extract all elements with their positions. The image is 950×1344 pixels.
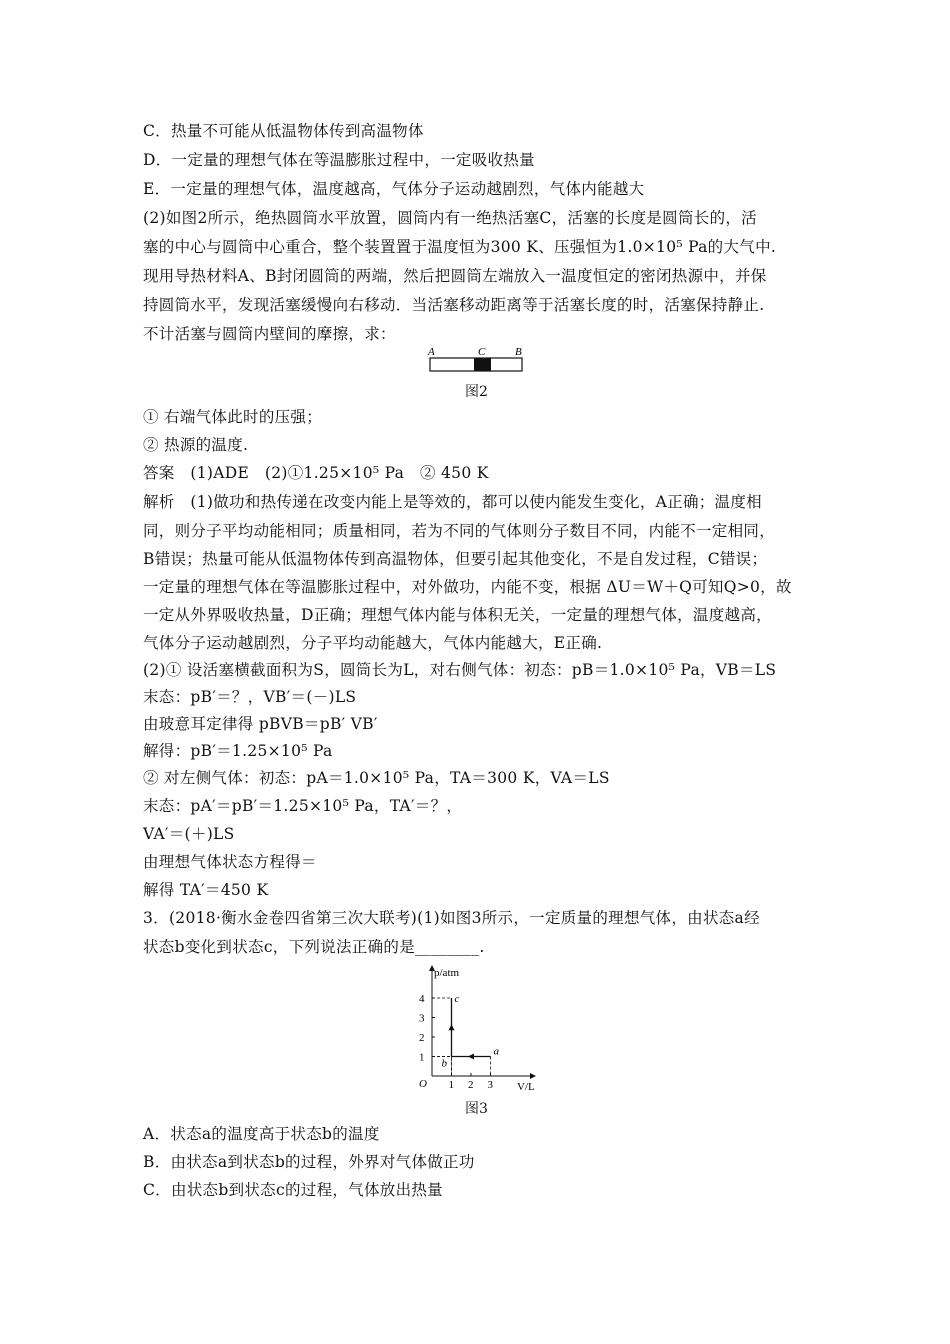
point-label-b: b: [441, 1057, 447, 1070]
analysis-line: 气体分子运动越剧烈，分子平均动能越大，气体内能越大，E正确.: [143, 634, 603, 652]
direction-arrow: [449, 1024, 455, 1030]
analysis-line: 一定从外界吸收热量，D正确；理想气体内能与体积无关，一定量的理想气体，温度越高，: [143, 606, 772, 624]
question-2-line: 现用导热材料A、B封闭圆筒的两端，然后把圆筒左端放入一温度恒定的密闭热源中，并保: [143, 267, 767, 285]
figure-3-pv-chart: [410, 962, 540, 1092]
piston: [474, 358, 491, 371]
analysis-line: B错误；热量可能从低温物体传到高温物体，但要引起其他变化，不是自发过程，C错误；: [143, 550, 768, 568]
y-tick-label: 3: [419, 1012, 425, 1025]
option-e: E．一定量的理想气体，温度越高，气体分子运动越剧烈，气体内能越大: [143, 180, 645, 198]
analysis-line: 解析 (1)做功和热传递在改变内能上是等效的，都可以使内能发生变化，A正确；温度相: [143, 493, 762, 511]
answer-line: 答案 (1)ADE (2)①1.25×10⁵ Pa ② 450 K: [143, 464, 489, 482]
q3-option-c: C．由状态b到状态c的过程，气体放出热量: [143, 1181, 443, 1199]
question-2-line: (2)如图2所示，绝热圆筒水平放置，圆筒内有一绝热活塞C，活塞的长度是圆筒长的，活: [143, 209, 757, 227]
q3-option-a: A．状态a的温度高于状态b的温度: [143, 1125, 380, 1143]
x-tick-label: 3: [487, 1079, 493, 1091]
y-tick-label: 1: [419, 1051, 425, 1064]
label-b: B: [515, 346, 522, 358]
question-2-line: 不计活塞与圆筒内壁间的摩擦，求：: [143, 325, 396, 343]
solution-line: 末态：pA′＝pB′＝1.25×10⁵ Pa，TA′＝？，: [143, 797, 463, 815]
origin-label: O: [419, 1078, 427, 1090]
question-2-line: 塞的中心与圆筒中心重合，整个装置置于温度恒为300 K、压强恒为1.0×10⁵ Pa的大气中.: [143, 238, 777, 256]
sub-question-1: ① 右端气体此时的压强；: [143, 408, 323, 426]
question-2-line: 持圆筒水平，发现活塞缓慢向右移动．当活塞移动距离等于活塞长度的时，活塞保持静止.: [143, 296, 765, 314]
analysis-line: 同，则分子平均动能相同；质量相同，若为不同的气体则分子数目不同，内能不一定相同，: [143, 522, 776, 540]
x-tick-label: 2: [468, 1079, 474, 1091]
solution-line: 末态：pB′＝？，VB′＝(－)LS: [143, 688, 357, 706]
solution-line: 由玻意耳定律得 pBVB＝pB′ VB′: [143, 715, 378, 733]
question-3-line: 3．(2018·衡水金卷四省第三次大联考)(1)如图3所示，一定质量的理想气体，由状态a经: [143, 909, 760, 927]
figure-3-caption: 图3: [465, 1101, 488, 1117]
q3-option-b: B．由状态a到状态b的过程，外界对气体做正功: [143, 1153, 475, 1171]
y-tick-label: 4: [419, 993, 425, 1005]
figure-2-caption: 图2: [465, 384, 488, 400]
analysis-line: 一定量的理想气体在等温膨胀过程中，对外做功，内能不变，根据 ΔU＝W＋Q可知Q>0，故: [143, 578, 792, 596]
label-a: A: [428, 346, 435, 358]
sub-question-2: ② 热源的温度.: [143, 436, 249, 454]
label-c: C: [478, 346, 486, 358]
solution-line: 由理想气体状态方程得＝: [143, 853, 317, 871]
x-axis-label: V/L: [517, 1081, 535, 1092]
solution-line: (2)① 设活塞横截面积为S，圆筒长为L，对右侧气体：初态：pB＝1.0×10⁵ Pa，VB＝LS: [143, 661, 777, 679]
y-axis-label: p/atm: [434, 967, 460, 979]
point-label-a: a: [493, 1045, 499, 1058]
option-d: D．一定量的理想气体在等温膨胀过程中，一定吸收热量: [143, 151, 535, 169]
direction-arrow: [468, 1054, 474, 1060]
y-tick-label: 2: [419, 1032, 425, 1044]
solution-line: VA′＝(＋)LS: [143, 825, 235, 843]
option-c: C．热量不可能从低温物体传到高温物体: [143, 122, 424, 140]
figure-2-cylinder: [420, 342, 530, 376]
solution-line: ② 对左侧气体：初态：pA＝1.0×10⁵ Pa，TA＝300 K，VA＝LS: [143, 769, 610, 787]
x-tick-label: 1: [448, 1079, 454, 1091]
question-3-line: 状态b变化到状态c，下列说法正确的是________.: [143, 938, 485, 956]
point-label-c: c: [454, 993, 460, 1005]
solution-line: 解得 TA′＝450 K: [143, 881, 269, 899]
solution-line: 解得：pB′＝1.25×10⁵ Pa: [143, 742, 333, 760]
